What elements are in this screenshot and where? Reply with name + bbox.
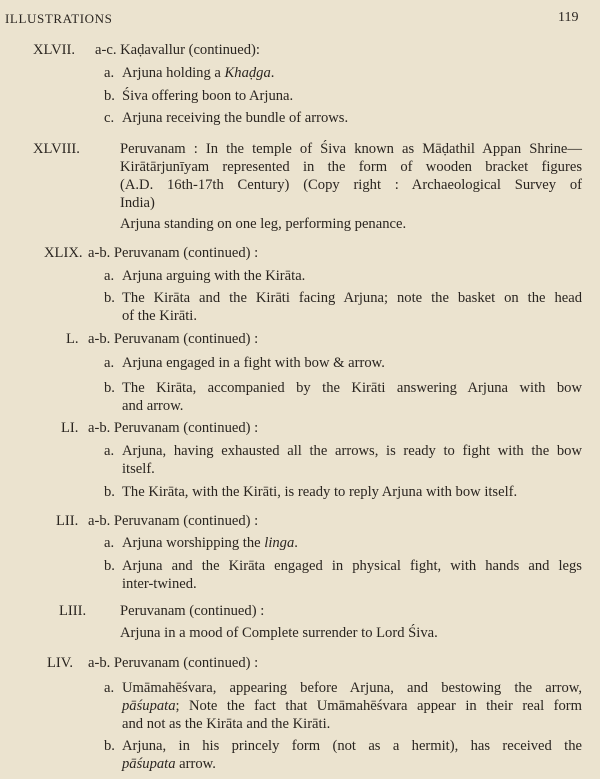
plate-heading: a-b. Peruvanam (continued) : <box>88 420 259 436</box>
plate-heading: a-b. Peruvanam (continued) : <box>88 655 259 671</box>
item-letter: a. <box>104 680 115 696</box>
item-text-line: The Kirāta and the Kirāti facing Arjuna; note the basket on the head <box>122 290 582 306</box>
plate-heading: a-c. Kaḍavallur (continued): <box>95 42 260 58</box>
item-letter: a. <box>104 268 115 284</box>
item-text-line: and arrow. <box>122 398 184 414</box>
plate-heading-line: Kirātārjunīyam represented in the form of wooden bracket figures <box>120 159 582 175</box>
plate-heading: a-b. Peruvanam (continued) : <box>88 331 259 347</box>
plate-number: LII. <box>56 513 79 529</box>
item-text: Arjuna arguing with the Kirāta. <box>122 268 306 284</box>
item-text-line: Arjuna, in his princely form (not as a hermit), has received the <box>122 738 582 754</box>
item-text: Arjuna receiving the bundle of arrows. <box>122 110 349 126</box>
running-title: ILLUSTRATIONS <box>5 11 113 26</box>
plate-number: XLVIII. <box>33 141 80 157</box>
item-text-line: Umāmahēśvara, appearing before Arjuna, and bestowing the arrow, <box>122 680 582 696</box>
item-text-line: Arjuna and the Kirāta engaged in physical fight, with hands and legs <box>122 558 582 574</box>
item-letter: b. <box>104 380 115 396</box>
plate-heading-line: (A.D. 16th-17th Century) (Copy right : Archaeological Survey of <box>120 177 582 193</box>
page-number: 119 <box>558 10 579 25</box>
plate-number: L. <box>66 331 79 347</box>
plate-number: XLVII. <box>33 42 76 58</box>
plate-heading: a-b. Peruvanam (continued) : <box>88 513 259 529</box>
item-letter: a. <box>104 443 115 459</box>
plate-number: LI. <box>61 420 79 436</box>
plate-heading: Peruvanam (continued) : <box>120 603 265 619</box>
item-letter: b. <box>104 558 115 574</box>
item-text-line: of the Kirāti. <box>122 308 197 324</box>
plate-heading-line: Peruvanam : In the temple of Śiva known as Māḍathil Appan Shrine— <box>120 141 582 157</box>
plate-number: LIV. <box>47 655 74 671</box>
item-text-line: inter-twined. <box>122 576 197 592</box>
item-text-line: and not as the Kirāta and the Kirāti. <box>122 716 331 732</box>
item-letter: b. <box>104 290 115 306</box>
item-text: Arjuna worshipping the linga. <box>122 535 298 551</box>
item-letter: a. <box>104 355 115 371</box>
item-text: Arjuna engaged in a fight with bow & arrow. <box>122 355 385 371</box>
item-text: The Kirāta, with the Kirāti, is ready to reply Arjuna with bow itself. <box>122 484 518 500</box>
item-text-line: pāśupata; Note the fact that Umāmahēśvara appear in their real form <box>122 698 582 714</box>
item-text-line: itself. <box>122 461 155 477</box>
item-letter: a. <box>104 65 115 81</box>
plate-heading-line: India) <box>120 195 155 211</box>
item-text: Śiva offering boon to Arjuna. <box>122 88 294 104</box>
item-text-line: The Kirāta, accompanied by the Kirāti answering Arjuna with bow <box>122 380 582 396</box>
plate-number: LIII. <box>59 603 87 619</box>
item-letter: c. <box>104 110 115 126</box>
plate-heading: a-b. Peruvanam (continued) : <box>88 245 259 261</box>
item-letter: b. <box>104 88 115 104</box>
item-text-line: Arjuna, having exhausted all the arrows, is ready to fight with the bow <box>122 443 582 459</box>
plate-caption: Arjuna in a mood of Complete surrender to Lord Śiva. <box>120 625 438 641</box>
item-text: Arjuna holding a Khaḍga. <box>122 65 275 81</box>
item-text-line: pāśupata arrow. <box>122 756 216 772</box>
plate-number: XLIX. <box>44 245 83 261</box>
item-letter: b. <box>104 738 115 754</box>
item-letter: b. <box>104 484 115 500</box>
plate-caption: Arjuna standing on one leg, performing penance. <box>120 216 407 232</box>
item-letter: a. <box>104 535 115 551</box>
